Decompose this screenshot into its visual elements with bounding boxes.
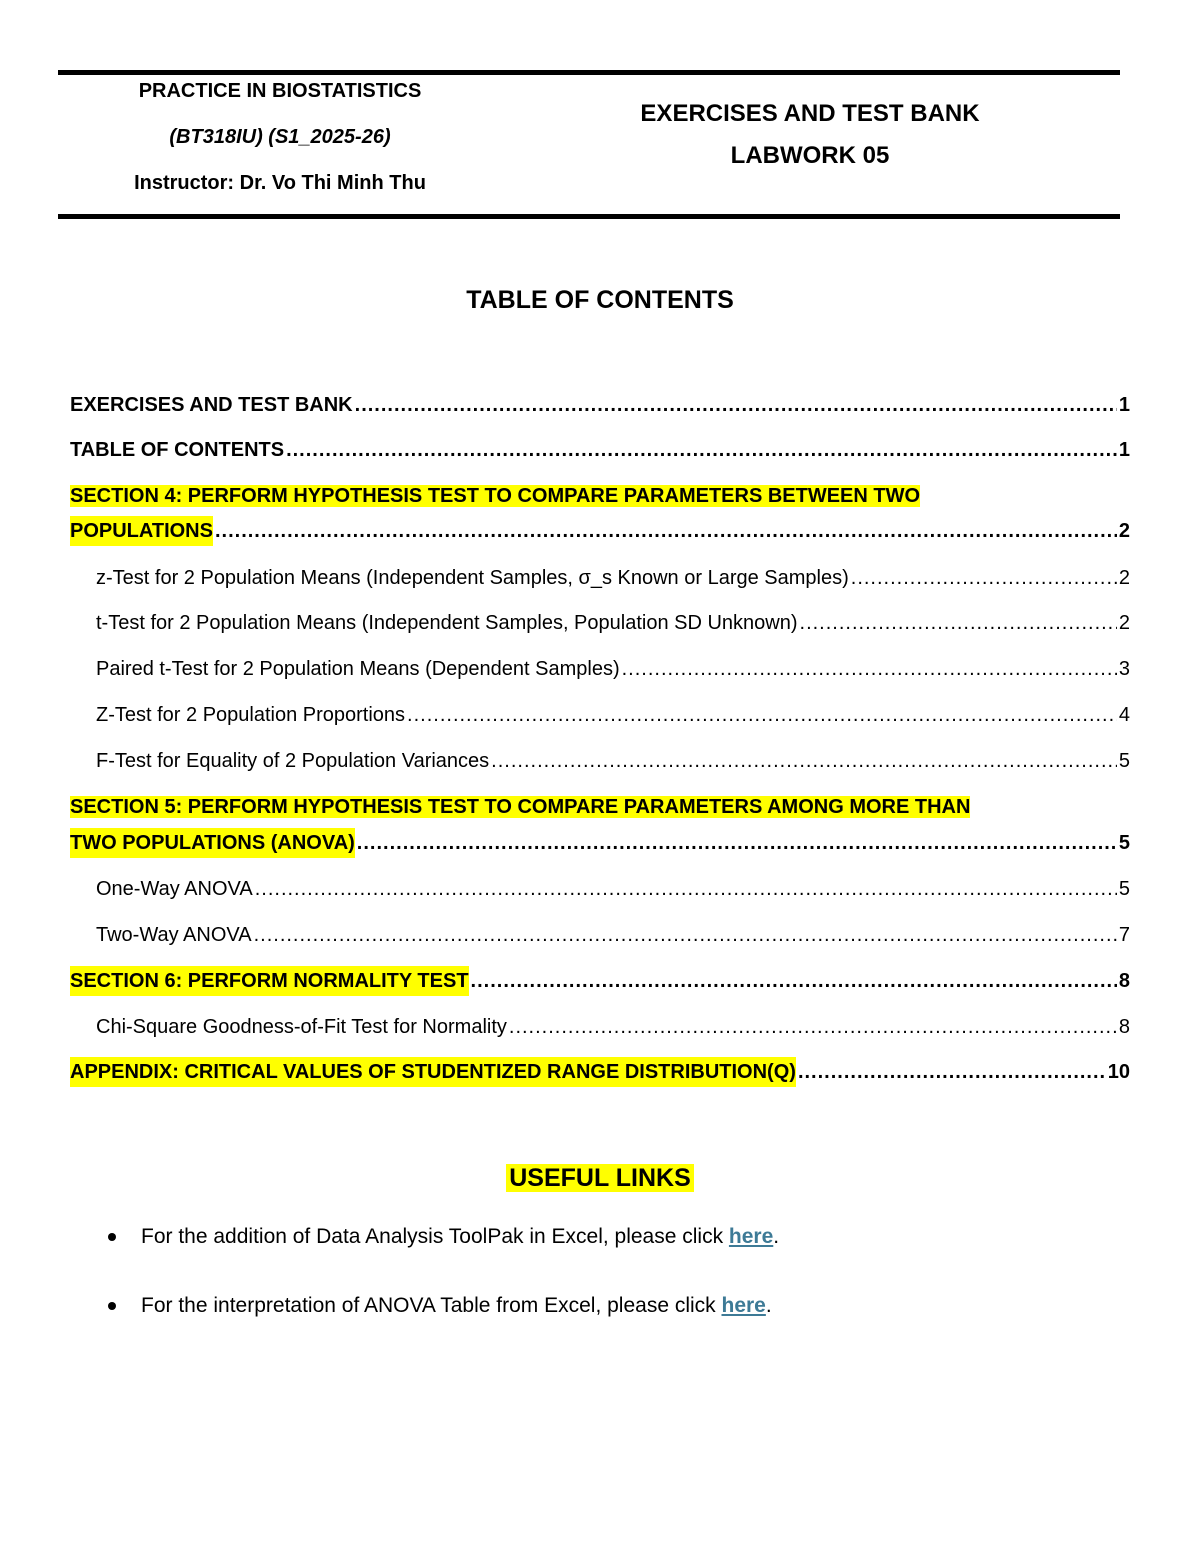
course-name: PRACTICE IN BIOSTATISTICS [138,80,422,102]
link-list-item [108,1291,772,1321]
link-item-text [141,1294,772,1317]
toc-entry-label: Z-Test for 2 Population Proportions [96,704,406,726]
bullet-icon [108,1233,116,1241]
header-bottom-rule [58,214,1120,219]
toc-section-5-line1[interactable] [70,792,970,822]
toc-entry-section-5[interactable] [70,828,1130,858]
document-title: EXERCISES AND TEST BANK [640,100,980,127]
toc-entry-label: Chi-Square Goodness-of-Fit Test for Normality [96,1016,507,1038]
toc-entry-label: Two-Way ANOVA [96,924,252,946]
toc-title: TABLE OF CONTENTS [466,286,734,314]
toc-leader [800,608,1117,638]
anova-here-link[interactable]: here [721,1294,766,1317]
toc-entry-label: t-Test for 2 Population Means (Independent Samples, Population SD Unknown) [96,612,798,634]
labwork-label: LABWORK 05 [730,142,890,169]
toc-entry-label: Paired t-Test for 2 Population Means (Dependent Samples) [96,658,620,680]
bullet-icon [108,1302,116,1310]
toc-entry[interactable] [96,563,1130,593]
toc-section-4-line1[interactable] [70,481,920,511]
toc-page-number: 2 [1118,520,1130,542]
toc-entry-label: SECTION 4: PERFORM HYPOTHESIS TEST TO COMPARE PARAMETERS BETWEEN TWO [70,485,921,507]
toc-entry[interactable] [96,874,1130,904]
toc-entry-label: TABLE OF CONTENTS [70,439,285,461]
toc-page-number: 4 [1118,704,1130,726]
toc-entry[interactable] [96,654,1130,684]
toc-leader [509,1012,1117,1042]
link-item-end: . [773,1225,780,1248]
link-list-item [108,1222,779,1252]
toc-page-number: 10 [1107,1061,1130,1083]
header-top-rule [58,70,1120,75]
toc-entry-label: TWO POPULATIONS (ANOVA) [70,828,355,858]
useful-links-title: USEFUL LINKS [506,1164,694,1192]
toc-entry-label: SECTION 5: PERFORM HYPOTHESIS TEST TO COMPARE PARAMETERS AMONG MORE THAN [70,796,971,818]
toc-entry[interactable] [70,435,1130,465]
toc-leader [357,828,1117,858]
link-item-prefix: For the interpretation of ANOVA Table from Excel, please click [141,1294,722,1317]
toc-leader [407,700,1117,730]
toc-entry-label: SECTION 6: PERFORM NORMALITY TEST [70,966,469,996]
toc-entry-label: F-Test for Equality of 2 Population Variances [96,750,490,772]
course-code: (BT318IU) (S1_2025-26) [169,126,391,148]
toc-entry-label: z-Test for 2 Population Means (Independent Samples, σ_s Known or Large Samples) [96,567,849,589]
toc-page-number: 2 [1118,567,1130,589]
toc-entry[interactable] [96,920,1130,950]
toc-leader [622,654,1117,684]
toc-leader [491,746,1117,776]
toc-page-number: 8 [1118,970,1130,992]
toc-page-number: 5 [1118,750,1130,772]
toc-leader [798,1057,1106,1087]
course-info [80,78,480,196]
toc-leader [215,516,1117,546]
document-heading [560,98,1060,172]
toc-page-number: 3 [1118,658,1130,680]
toc-leader [286,435,1117,465]
useful-links-heading [0,1160,1200,1196]
toc-entry-label: EXERCISES AND TEST BANK [70,394,353,416]
toolpak-here-link[interactable]: here [728,1225,774,1248]
link-item-end: . [765,1294,772,1317]
instructor-name: Instructor: Dr. Vo Thi Minh Thu [134,172,426,194]
toc-entry[interactable] [70,390,1130,420]
toc-leader [254,920,1117,950]
toc-entry[interactable] [96,608,1130,638]
toc-page-number: 2 [1118,612,1130,634]
toc-entry-appendix[interactable] [70,1057,1130,1087]
toc-leader [355,390,1117,420]
toc-page-number: 1 [1118,394,1130,416]
toc-page-number: 8 [1118,1016,1130,1038]
toc-page-number: 5 [1118,878,1130,900]
toc-leader [851,563,1117,593]
link-item-prefix: For the addition of Data Analysis ToolPak in Excel, please click [141,1225,729,1248]
toc-entry[interactable] [96,1012,1130,1042]
toc-entry-label: POPULATIONS [70,516,213,546]
link-item-text [141,1225,779,1248]
toc-leader [255,874,1117,904]
toc-entry-label: APPENDIX: CRITICAL VALUES OF STUDENTIZED RANGE DISTRIBUTION(Q) [70,1057,796,1087]
toc-entry-label: One-Way ANOVA [96,878,253,900]
toc-leader [471,966,1117,996]
toc-entry-section-6[interactable] [70,966,1130,996]
toc-page-number: 7 [1118,924,1130,946]
toc-page-number: 5 [1118,832,1130,854]
toc-entry-section-4[interactable] [70,516,1130,546]
toc-page-number: 1 [1118,439,1130,461]
toc-entry[interactable] [96,700,1130,730]
toc-entry[interactable] [96,746,1130,776]
